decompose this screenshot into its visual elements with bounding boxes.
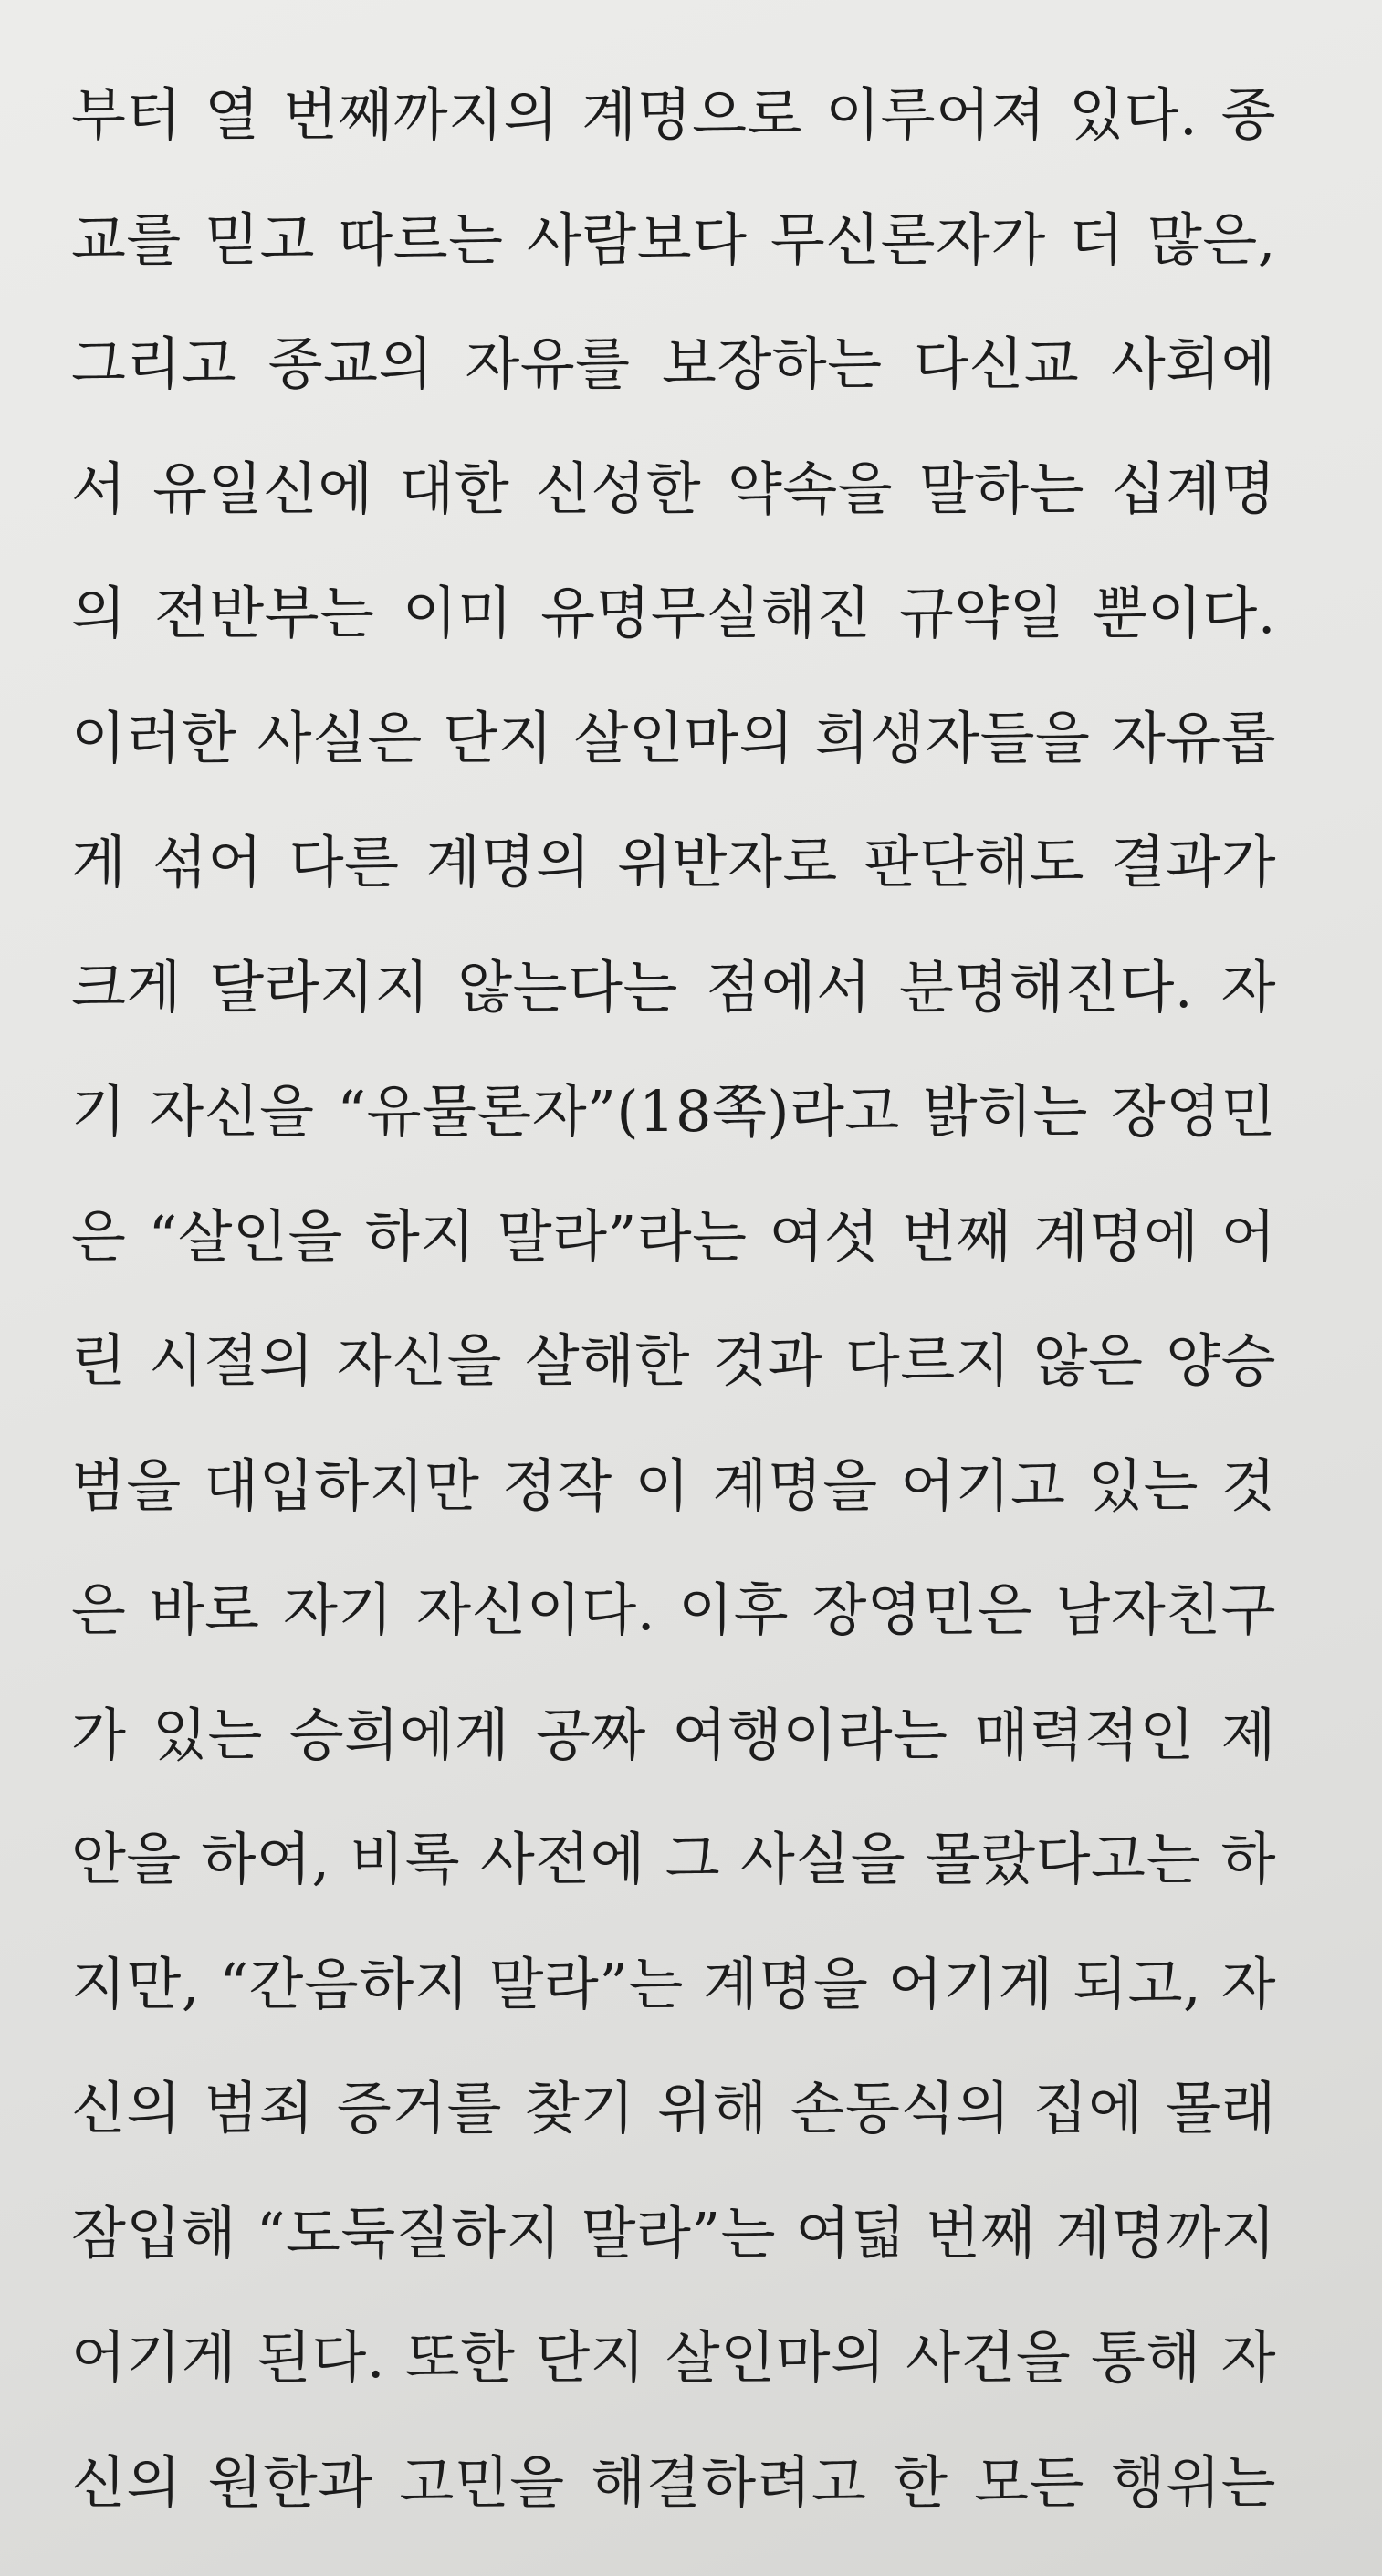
text-line: 은 바로 자기 자신이다. 이후 장영민은 남자친구 <box>71 1576 1276 1643</box>
text-line: 신의 원한과 고민을 해결하려고 한 모든 행위는 <box>71 2448 1276 2516</box>
text-line: 신의 범죄 증거를 찾기 위해 손동식의 집에 몰래 <box>71 2075 1276 2141</box>
text-line: 의 전반부는 이미 유명무실해진 규약일 뿐이다. <box>71 580 1276 646</box>
text-line: 지만, “간음하지 말라”는 계명을 어기게 되고, 자 <box>71 1950 1276 2017</box>
text-line: 범을 대입하지만 정작 이 계명을 어기고 있는 것 <box>71 1451 1276 1519</box>
text-line: 어기게 된다. 또한 단지 살인마의 사건을 통해 자 <box>71 2324 1276 2391</box>
text-line: 그리고 종교의 자유를 보장하는 다신교 사회에 <box>71 330 1276 397</box>
text-line: 은 “살인을 하지 말라”라는 여섯 번째 계명에 어 <box>71 1202 1276 1270</box>
text-line: 가 있는 승희에게 공짜 여행이라는 매력적인 제 <box>71 1701 1276 1768</box>
text-line: 교를 믿고 따르는 사람보다 무신론자가 더 많은, <box>71 205 1276 273</box>
text-line: 안을 하여, 비록 사전에 그 사실을 몰랐다고는 하 <box>71 1826 1276 1892</box>
text-line: 부터 열 번째까지의 계명으로 이루어져 있다. 종 <box>71 81 1276 148</box>
text-line: 서 유일신에 대한 신성한 약속을 말하는 십계명 <box>71 455 1276 522</box>
text-line: 잠입해 “도둑질하지 말라”는 여덟 번째 계명까지 <box>71 2199 1276 2267</box>
text-line: 이러한 사실은 단지 살인마의 희생자들을 자유롭 <box>71 704 1276 771</box>
text-line: 기 자신을 “유물론자”(18쪽)라고 밝히는 장영민 <box>71 1078 1276 1145</box>
text-line: 크게 달라지지 않는다는 점에서 분명해진다. 자 <box>71 953 1276 1021</box>
text-line: 게 섞어 다른 계명의 위반자로 판단해도 결과가 <box>71 829 1276 895</box>
text-line: 린 시절의 자신을 살해한 것과 다르지 않은 양승 <box>71 1327 1276 1394</box>
body-text <box>71 53 1276 2545</box>
